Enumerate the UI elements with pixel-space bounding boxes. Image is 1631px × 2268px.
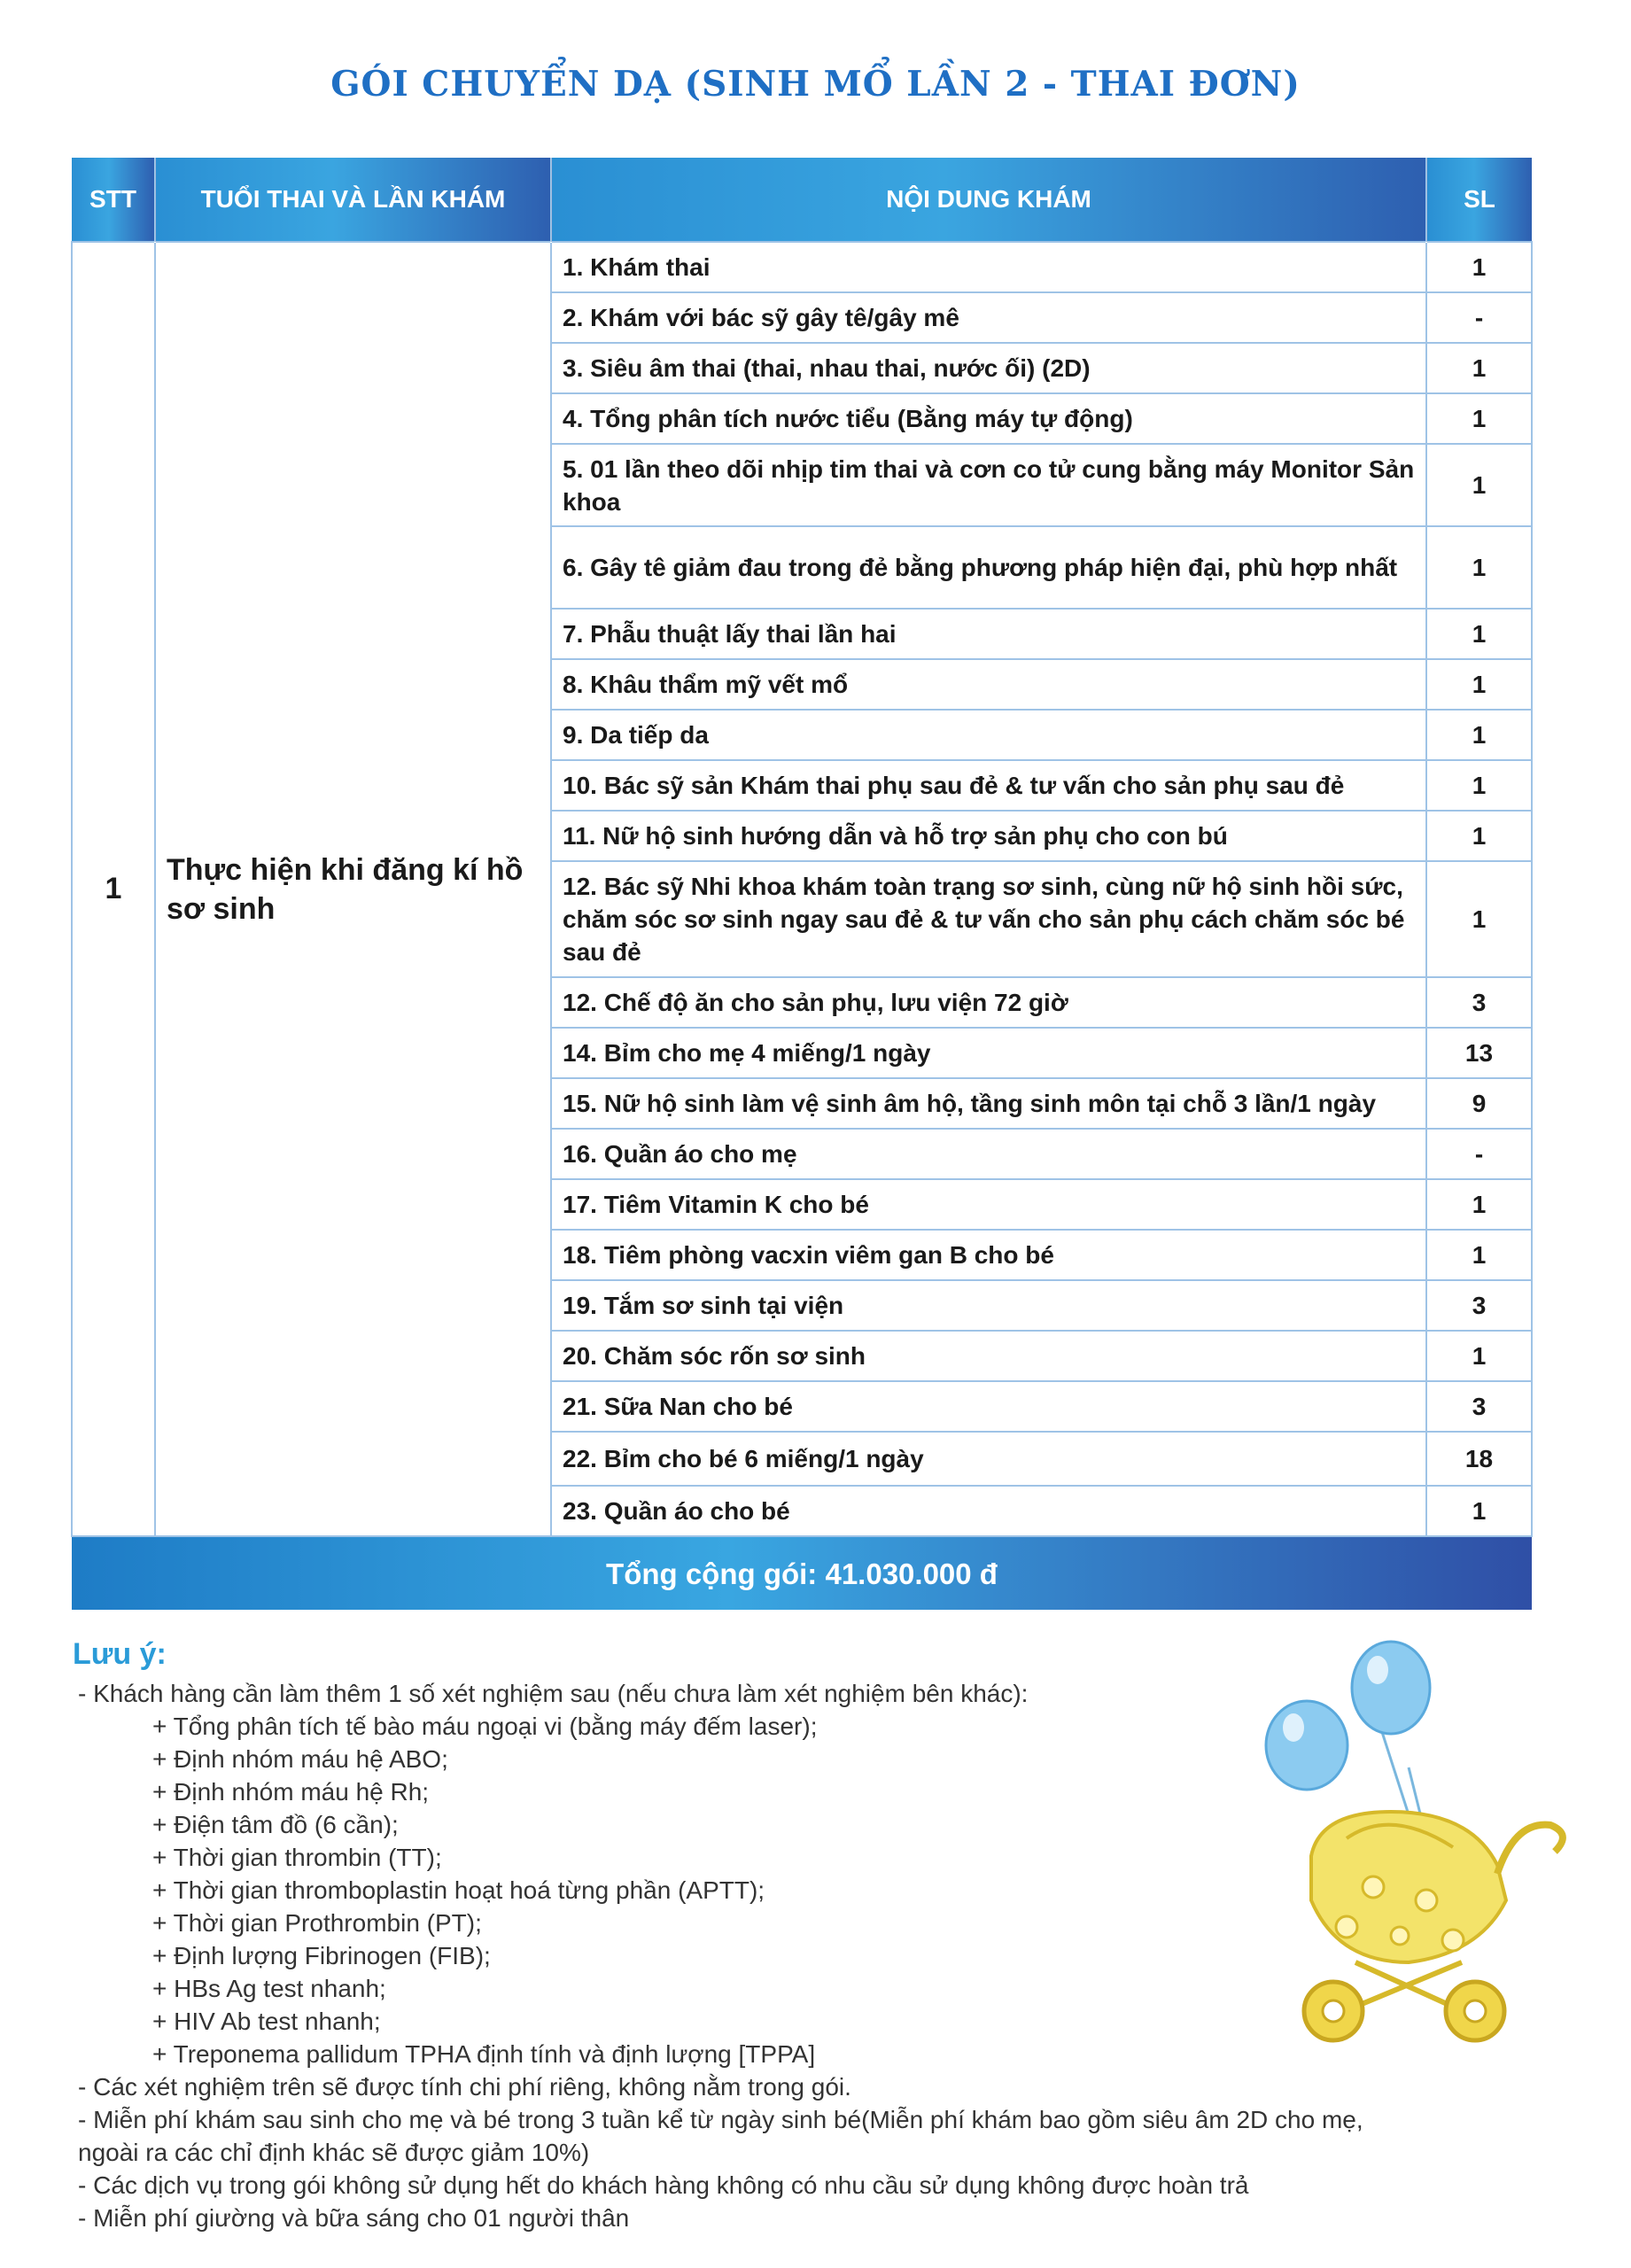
service-quantity: 1 (1426, 609, 1532, 659)
service-item: 15. Nữ hộ sinh làm vệ sinh âm hộ, tầng sinh môn tại chỗ 3 lần/1 ngày (551, 1078, 1426, 1129)
table-row (72, 242, 1532, 292)
service-item: 4. Tổng phân tích nước tiểu (Bằng máy tự động) (551, 393, 1426, 444)
header-qty: SL (1426, 158, 1532, 242)
service-item: 12. Chế độ ăn cho sản phụ, lưu viện 72 giờ (551, 977, 1426, 1028)
service-item: 10. Bác sỹ sản Khám thai phụ sau đẻ & tư vấn cho sản phụ sau đẻ (551, 760, 1426, 811)
note-line: + Thời gian thromboplastin hoạt hoá từng phần (APTT); (152, 1876, 765, 1904)
service-item: 23. Quần áo cho bé (551, 1486, 1426, 1536)
stt-cell: 1 (72, 242, 155, 1536)
service-item: 12. Bác sỹ Nhi khoa khám toàn trạng sơ sinh, cùng nữ hộ sinh hồi sức, chăm sóc sơ sinh ngay sau đẻ & tư vấn cho sản phụ cách chăm sóc bé sau đẻ (551, 861, 1426, 977)
service-item: 1. Khám thai (551, 242, 1426, 292)
note-line: - Miễn phí giường và bữa sáng cho 01 người thân (78, 2204, 630, 2232)
note-line: - Khách hàng cần làm thêm 1 số xét nghiệm sau (nếu chưa làm xét nghiệm bên khác): (78, 1680, 1029, 1707)
service-item: 7. Phẫu thuật lấy thai lần hai (551, 609, 1426, 659)
service-quantity: 18 (1426, 1432, 1532, 1486)
note-line: - Các dịch vụ trong gói không sử dụng hết do khách hàng không có nhu cầu sử dụng không được hoàn trả (78, 2171, 1249, 2199)
service-item: 9. Da tiếp da (551, 710, 1426, 760)
notes-heading: Lưu ý: (73, 1637, 167, 1671)
service-item: 14. Bỉm cho mẹ 4 miếng/1 ngày (551, 1028, 1426, 1078)
service-quantity: 1 (1426, 343, 1532, 393)
service-quantity: 1 (1426, 1486, 1532, 1536)
total-row (72, 1536, 1532, 1610)
page-title: GÓI CHUYỂN DẠ (SINH MỔ LẦN 2 - THAI ĐƠN) (330, 64, 1301, 105)
service-item: 5. 01 lần theo dõi nhịp tim thai và cơn co tử cung bằng máy Monitor Sản khoa (551, 444, 1426, 526)
service-item: 3. Siêu âm thai (thai, nhau thai, nước ối) (2D) (551, 343, 1426, 393)
package-total: Tổng cộng gói: 41.030.000 đ (72, 1536, 1532, 1610)
service-quantity: 1 (1426, 444, 1532, 526)
service-item: 11. Nữ hộ sinh hướng dẫn và hỗ trợ sản phụ cho con bú (551, 811, 1426, 861)
service-item: 8. Khâu thẩm mỹ vết mổ (551, 659, 1426, 710)
package-table (71, 158, 1533, 1610)
service-item: 6. Gây tê giảm đau trong đẻ bằng phương pháp hiện đại, phù hợp nhất (551, 526, 1426, 609)
service-quantity: 1 (1426, 526, 1532, 609)
stage-cell: Thực hiện khi đăng kí hồ sơ sinh (155, 242, 551, 1536)
table-header-row (72, 158, 1532, 242)
note-line: + Thời gian thrombin (TT); (152, 1844, 442, 1871)
header-stage: TUỔI THAI VÀ LẦN KHÁM (155, 158, 551, 242)
note-line: + HIV Ab test nhanh; (152, 2008, 381, 2035)
service-item: 20. Chăm sóc rốn sơ sinh (551, 1331, 1426, 1381)
service-quantity: 3 (1426, 1381, 1532, 1432)
service-quantity: 1 (1426, 242, 1532, 292)
service-quantity: 1 (1426, 710, 1532, 760)
note-line: + Định lượng Fibrinogen (FIB); (152, 1942, 491, 1969)
note-line: - Miễn phí khám sau sinh cho mẹ và bé trong 3 tuần kể từ ngày sinh bé(Miễn phí khám bao gồm siêu âm 2D cho mẹ, ngoài ra các chỉ định khác sẽ được giảm 10%) (78, 2106, 1363, 2166)
service-item: 16. Quần áo cho mẹ (551, 1129, 1426, 1179)
service-item: 21. Sữa Nan cho bé (551, 1381, 1426, 1432)
notes-section (73, 1637, 1402, 2234)
note-line: + Định nhóm máu hệ Rh; (152, 1778, 430, 1806)
note-line: + Điện tâm đồ (6 cần); (152, 1811, 399, 1838)
service-quantity: 1 (1426, 1179, 1532, 1230)
note-line: + HBs Ag test nhanh; (152, 1975, 386, 2002)
note-line: + Tổng phân tích tế bào máu ngoại vi (bằng máy đếm laser); (152, 1713, 818, 1740)
service-quantity: 1 (1426, 1230, 1532, 1280)
service-quantity: 1 (1426, 659, 1532, 710)
service-item: 22. Bỉm cho bé 6 miếng/1 ngày (551, 1432, 1426, 1486)
service-quantity: 1 (1426, 811, 1532, 861)
header-content: NỘI DUNG KHÁM (551, 158, 1426, 242)
service-item: 18. Tiêm phòng vacxin viêm gan B cho bé (551, 1230, 1426, 1280)
service-item: 17. Tiêm Vitamin K cho bé (551, 1179, 1426, 1230)
service-quantity: 13 (1426, 1028, 1532, 1078)
service-quantity: - (1426, 292, 1532, 343)
service-quantity: 1 (1426, 861, 1532, 977)
service-item: 19. Tắm sơ sinh tại viện (551, 1280, 1426, 1331)
service-quantity: 3 (1426, 977, 1532, 1028)
service-quantity: 3 (1426, 1280, 1532, 1331)
note-line: + Thời gian Prothrombin (PT); (152, 1909, 482, 1937)
header-stt: STT (72, 158, 155, 242)
service-quantity: 9 (1426, 1078, 1532, 1129)
note-line: + Treponema pallidum TPHA định tính và định lượng [TPPA] (152, 2040, 816, 2068)
baby-stroller-with-balloons-icon (1249, 1635, 1586, 2055)
service-quantity: 1 (1426, 1331, 1532, 1381)
service-quantity: - (1426, 1129, 1532, 1179)
service-quantity: 1 (1426, 393, 1532, 444)
service-item: 2. Khám với bác sỹ gây tê/gây mê (551, 292, 1426, 343)
note-line: - Các xét nghiệm trên sẽ được tính chi phí riêng, không nằm trong gói. (78, 2073, 851, 2101)
note-line: + Định nhóm máu hệ ABO; (152, 1745, 448, 1773)
service-quantity: 1 (1426, 760, 1532, 811)
